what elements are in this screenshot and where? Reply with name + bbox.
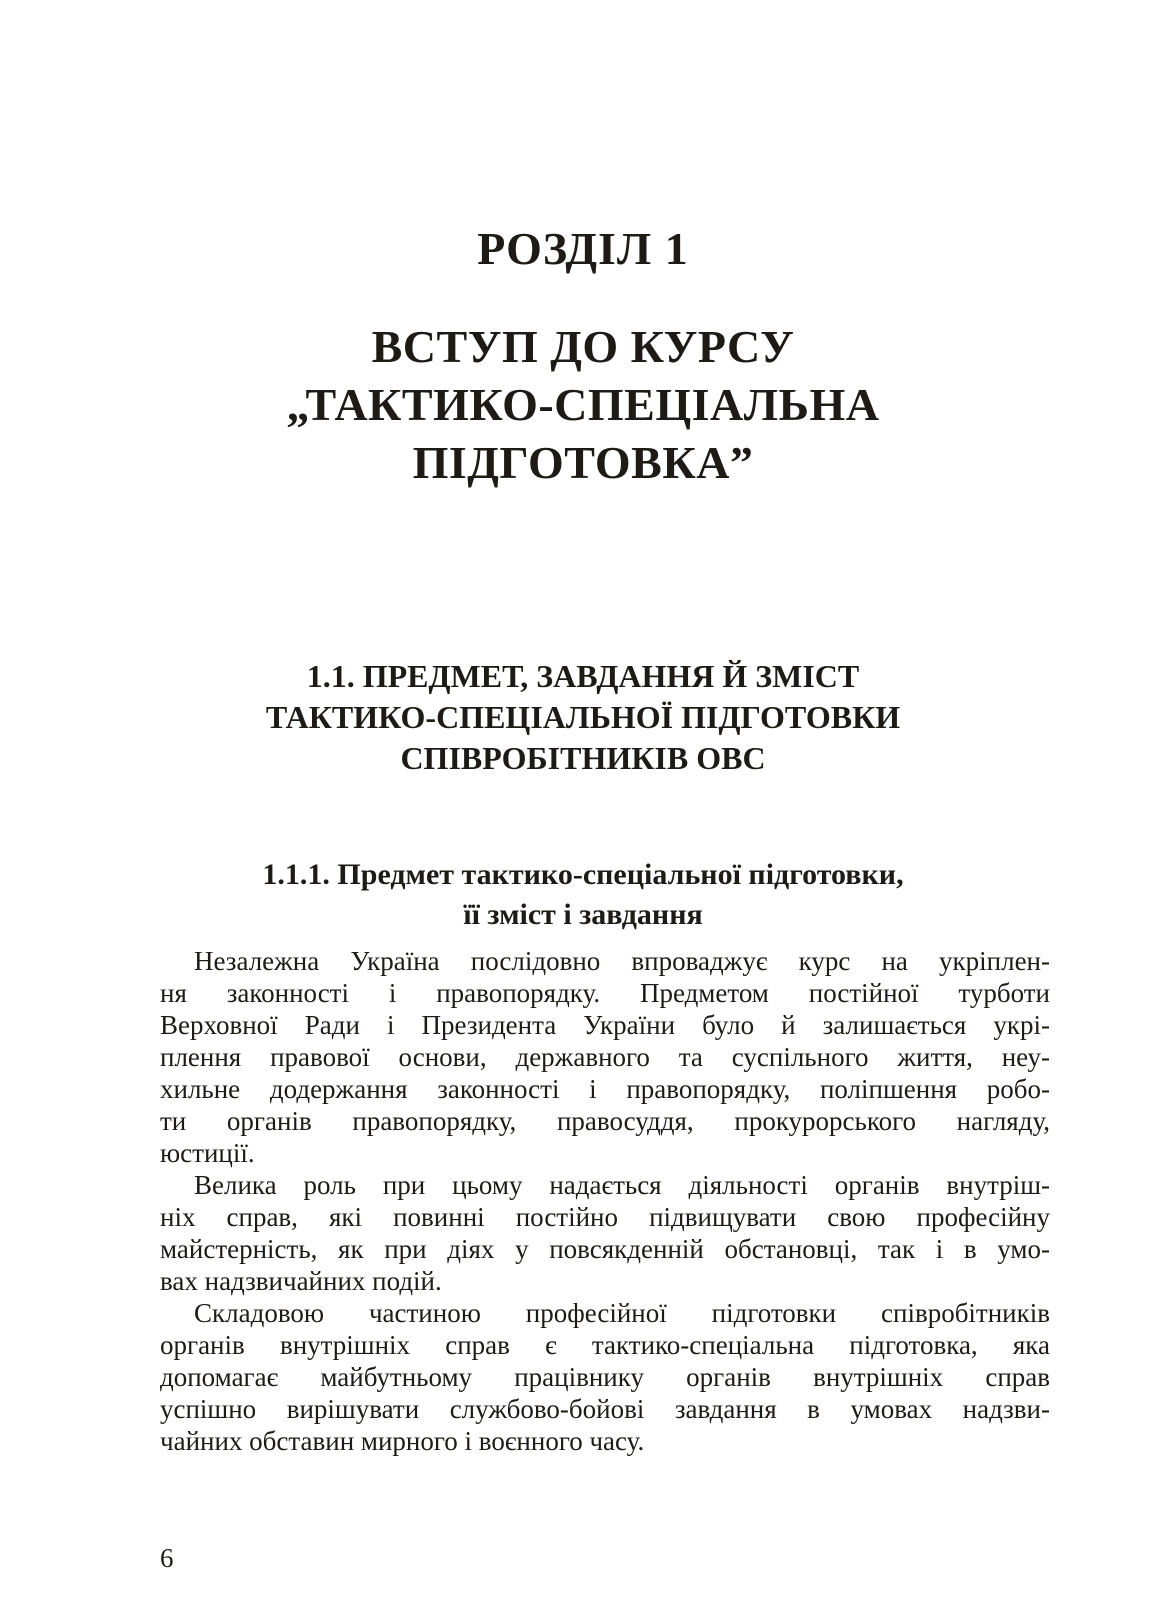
paragraph-line: ня законності і правопорядку. Предметом постійної турботи (160, 978, 1050, 1008)
paragraph-line: плення правової основи, державного та суспільного життя, неу- (160, 1042, 1050, 1072)
section-heading-line: ТАКТИКО-СПЕЦІАЛЬНОЇ ПІДГОТОВКИ (265, 699, 901, 735)
paragraph-line: вах надзвичайних подій. (160, 1266, 442, 1296)
paragraph-line: ти органів правопорядку, правосуддя, прокурорського нагляду, (160, 1106, 1050, 1136)
paragraph-line: Незалежна Україна послідовно впроваджує курс на укріплен- (194, 946, 1050, 976)
paragraph-line: ніх справ, які повинні постійно підвищувати свою професійну (160, 1202, 1050, 1232)
subsection-heading-line: 1.1.1. Предмет тактико-спеціальної підготовки, (262, 858, 904, 891)
paragraph-line: юстиції. (160, 1138, 255, 1168)
page-number: 6 (160, 1543, 174, 1573)
paragraph-line: Верховної Ради і Президента України було й залишається укрі- (160, 1010, 1050, 1040)
chapter-label: РОЗДІЛ 1 (477, 223, 689, 274)
section-heading-line: СПІВРОБІТНИКІВ ОВС (400, 740, 766, 776)
paragraph-line: успішно вирішувати службово-бойові завдання в умовах надзви- (160, 1394, 1050, 1424)
paragraph-line: допомагає майбутньому працівнику органів внутрішніх справ (160, 1362, 1050, 1392)
paragraph-line: органів внутрішніх справ є тактико-спеціальна підготовка, яка (160, 1330, 1050, 1360)
subsection-heading-line: її зміст і завдання (463, 898, 703, 931)
paragraph-line: чайних обставин мирного і воєнного часу. (160, 1426, 645, 1456)
paragraph-line: майстерність, як при діях у повсякденній обстановці, так і в умо- (160, 1234, 1050, 1264)
paragraph-line: Складовою частиною професійної підготовки співробітників (194, 1298, 1050, 1328)
chapter-title-line: ВСТУП ДО КУРСУ (371, 321, 795, 372)
paragraph-line: хильне додержання законності і правопорядку, поліпшення робо- (160, 1074, 1050, 1104)
paragraph-line: Велика роль при цьому надається діяльності органів внутріш- (194, 1170, 1050, 1200)
section-heading-line: 1.1. ПРЕДМЕТ, ЗАВДАННЯ Й ЗМІСТ (306, 658, 860, 694)
chapter-title-line: „ТАКТИКО-СПЕЦІАЛЬНА (286, 379, 880, 430)
chapter-title-line: ПІДГОТОВКА” (412, 437, 754, 488)
